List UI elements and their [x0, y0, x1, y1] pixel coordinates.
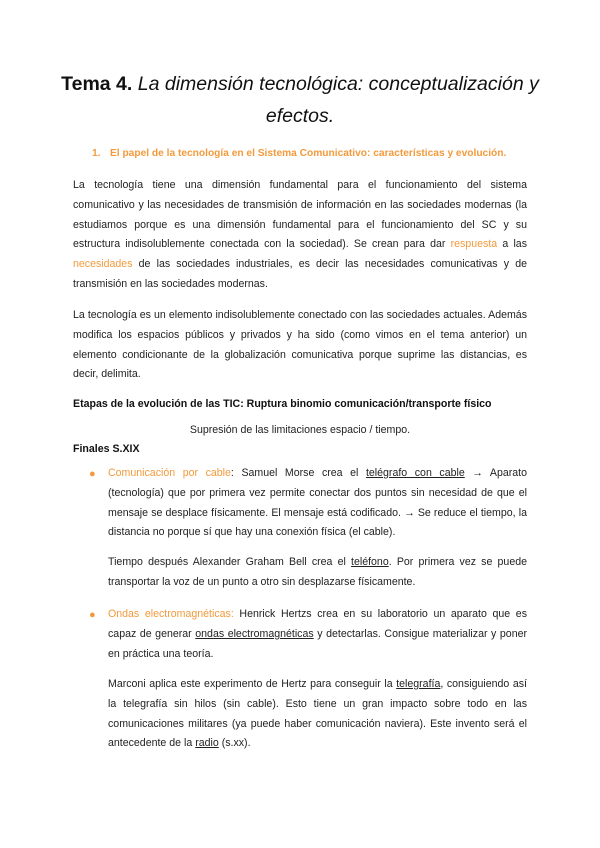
- bullet2-followup-b: , consiguiendo así la telegrafía sin hilos (sin cable). Esto tiene un gran impacto sobre todo en las comunicaciones militares (ya puede haber comunicación naviera). Este invento será el antecedente de la: [108, 678, 527, 750]
- bullet-item-ondas: [108, 605, 527, 664]
- bullet1-followup-a: Tiempo después Alexander Graham Bell crea el: [108, 556, 352, 568]
- para1-text-c: de las sociedades industriales, es decir las necesidades comunicativas y de transmisión en las sociedades modernas.: [73, 258, 527, 290]
- section-number: 1.: [92, 148, 101, 159]
- para1-text-a: La tecnología tiene una dimensión fundamental para el funcionamiento del sistema comunicativo y las necesidades de transmisión de información en las sociedades modernas (la estudiamos porque es una dimensión fundamental para el funcionamiento del SC y su estructura indisolublemente conectada con la sociedad). Se crean para dar: [73, 179, 527, 251]
- telegrafia-link[interactable]: telegrafía: [396, 678, 441, 690]
- para1-highlight-respuesta: respuesta: [450, 238, 498, 251]
- bullet2-label: Ondas electromagnéticas:: [108, 608, 234, 620]
- section-text: El papel de la tecnología en el Sistema Comunicativo: características y evolución.: [110, 148, 507, 159]
- title-bold: Tema 4.: [61, 73, 133, 95]
- bullet-item-cable: [108, 464, 527, 543]
- telefono-link[interactable]: teléfono: [351, 556, 389, 568]
- period-heading: Finales S.XIX: [73, 443, 140, 455]
- bullet1-text-a: : Samuel Morse crea el: [230, 467, 366, 479]
- section-heading: [92, 148, 506, 159]
- bullet2-followup-a: Marconi aplica este experimento de Hertz para conseguir la: [108, 678, 397, 690]
- title-italic: La dimensión tecnológica: conceptualización y efectos.: [137, 73, 539, 127]
- bullet-dot-1: ●: [89, 468, 96, 480]
- telegrafo-link[interactable]: telégrafo con cable: [365, 467, 465, 479]
- bullet2-text-b: y detectarlas. Consigue materializar y poner en práctica una teoría.: [108, 627, 528, 660]
- bullet1-label: Comunicación por cable: [108, 467, 231, 479]
- stages-subtitle: Supresión de las limitaciones espacio / tiempo.: [189, 424, 411, 436]
- bullet2-text-a: Henrick Hertzs crea en su laboratorio un aparato que es capaz de generar: [108, 608, 527, 640]
- paragraph-2: La tecnología es un elemento indisolublemente conectado con las sociedades actuales. Además modifica los espacios públicos y privados y ha sido (como vimos en el tema anterior) un elemento condicionante de la globalización comunicativa porque suprime las distancias, es decir, delimita.: [73, 309, 527, 381]
- bullet-dot-2: ●: [89, 609, 96, 621]
- stages-heading: Etapas de la evolución de las TIC: Ruptura binomio comunicación/transporte físico: [73, 398, 492, 410]
- para1-text-b: a las: [497, 238, 527, 251]
- bullet1-text-b: → Aparato (tecnología) que por primera vez permite conectar dos puntos sin necesidad de que el mensaje se desplace físicamente. El mensaje está codificado. → Se reduce el tiempo, la distancia no porque sí que hay una conexión física (el cable).: [108, 467, 527, 539]
- bullet2-followup-c: (s.xx).: [218, 737, 251, 750]
- bullet2-followup: [108, 675, 527, 754]
- ondas-link[interactable]: ondas electromagnéticas: [195, 627, 314, 640]
- document-title: [60, 68, 540, 132]
- radio-link[interactable]: radio: [195, 737, 219, 750]
- paragraph-1: [73, 176, 527, 295]
- bullet1-followup-b: . Por primera vez se puede transportar la voz de un punto a otro sin desplazarse físicamente.: [108, 556, 527, 588]
- bullet1-followup: [108, 553, 527, 593]
- para1-highlight-necesidades: necesidades: [73, 258, 133, 271]
